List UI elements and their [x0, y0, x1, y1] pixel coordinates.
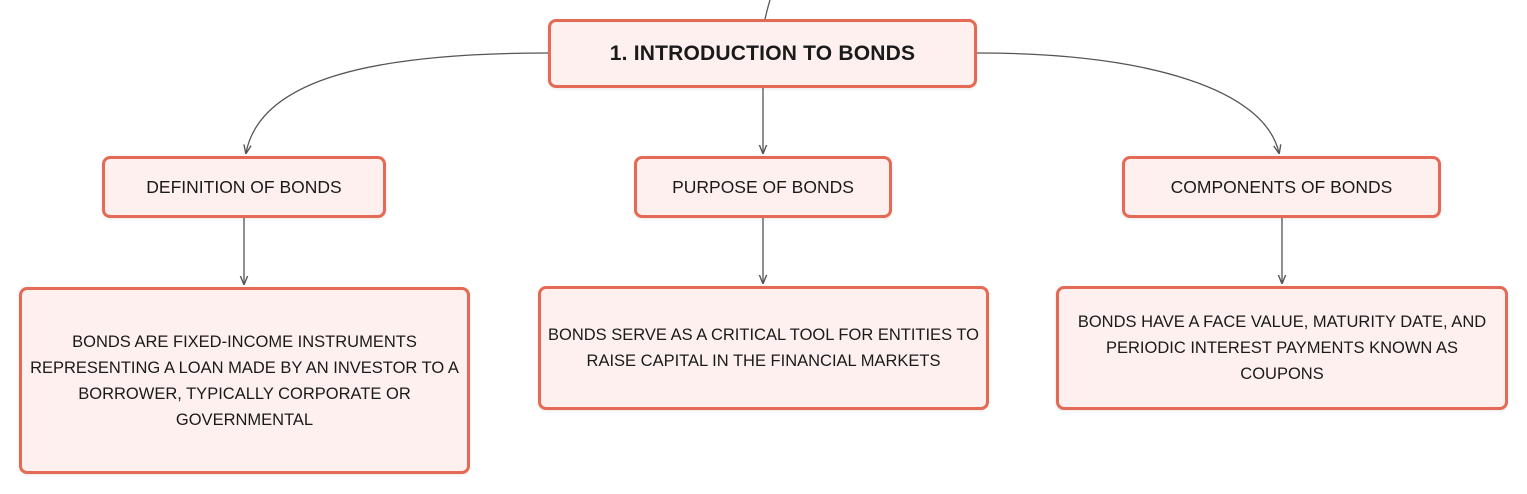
detail-node-components[interactable]	[1056, 286, 1508, 410]
topic-node-components[interactable]	[1122, 156, 1441, 218]
topic-label-purpose: PURPOSE OF BONDS	[672, 176, 854, 197]
topic-label-components: COMPONENTS OF BONDS	[1170, 176, 1393, 197]
detail-node-definition[interactable]	[19, 287, 470, 474]
connector-root-definition	[246, 53, 548, 153]
detail-node-purpose[interactable]	[538, 286, 989, 410]
root-node[interactable]	[548, 19, 977, 88]
detail-text-components: BONDS HAVE A FACE VALUE, MATURITY DATE, AND PERIODIC INTEREST PAYMENTS KNOWN AS COUPONS	[1077, 313, 1487, 383]
topic-label-definition: DEFINITION OF BONDS	[146, 176, 342, 197]
root-node-label: 1. INTRODUCTION TO BONDS	[609, 41, 916, 65]
detail-text-definition: BONDS ARE FIXED-INCOME INSTRUMENTS REPRESENTING A LOAN MADE BY AN INVESTOR TO A BORROWER, TYPICALLY CORPORATE OR GOVERNMENTAL	[30, 332, 459, 429]
detail-text-purpose: BONDS SERVE AS A CRITICAL TOOL FOR ENTITIES TO RAISE CAPITAL IN THE FINANCIAL MARKETS	[548, 326, 979, 370]
topic-node-purpose[interactable]	[634, 156, 892, 218]
incoming-connector	[765, 0, 770, 19]
connector-root-components	[977, 53, 1279, 153]
topic-node-definition[interactable]	[102, 156, 386, 218]
